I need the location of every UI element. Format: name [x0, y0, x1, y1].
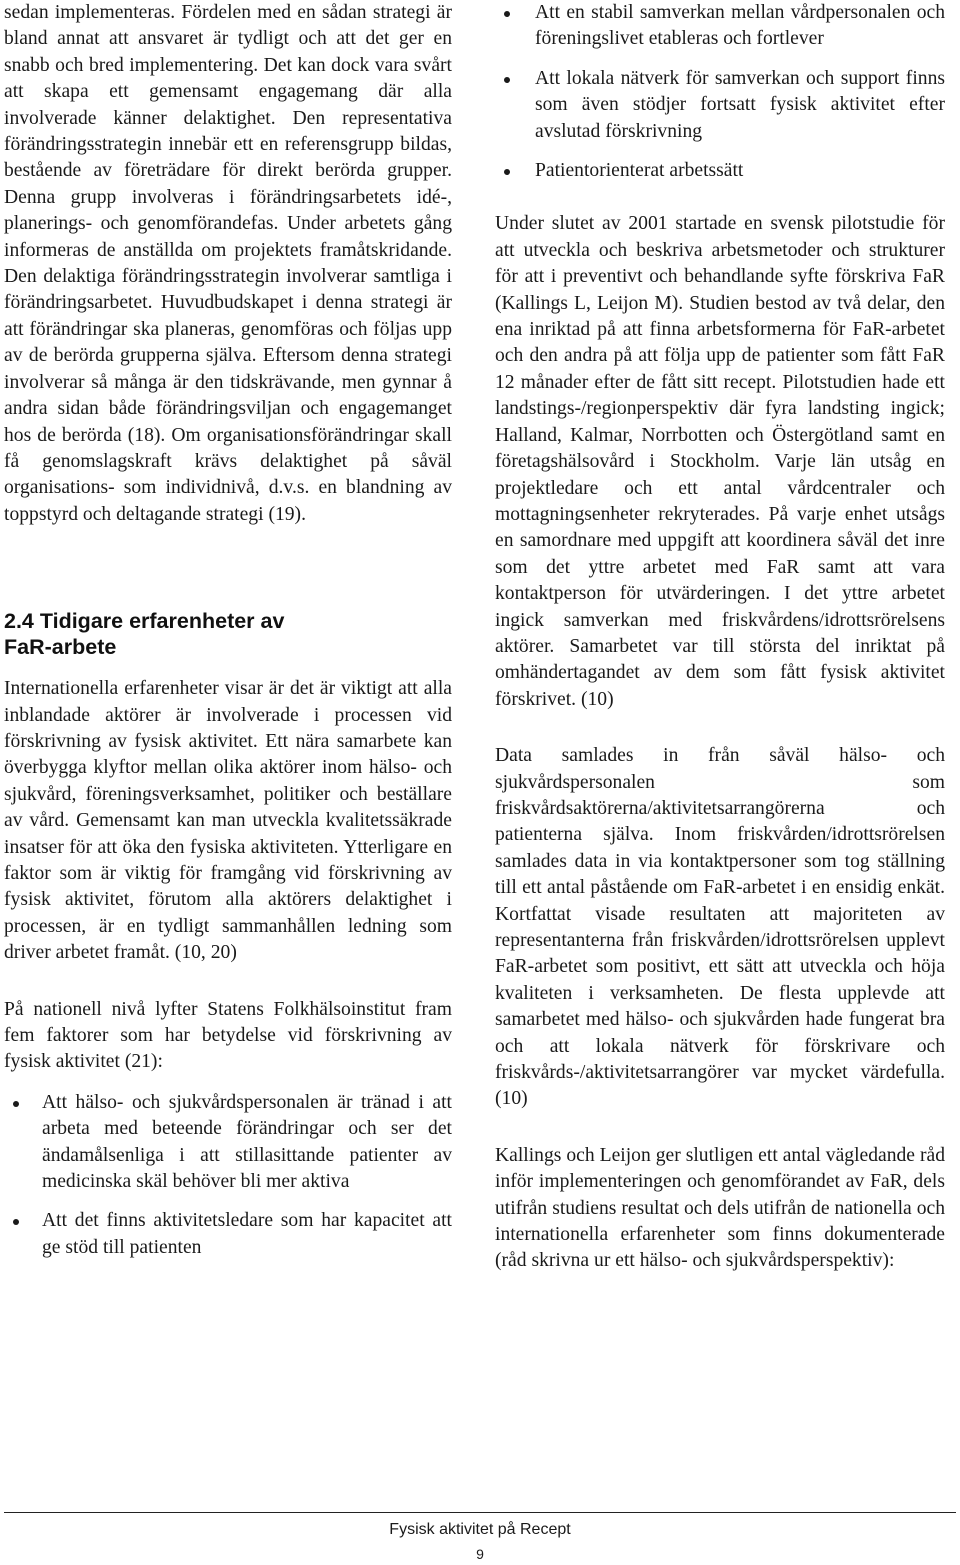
footer-title: Fysisk aktivitet på Recept [389, 1521, 571, 1538]
left-paragraph-strategies: sedan implementeras. Fördelen med en sådan strategi är bland annat att ansvaret är tydligt och att det ger en snabb och bred implementering. Det kan dock vara svårt att skapa ett gemensamt engagemang där alla involverade känner delaktighet. Den representativa förändringsstrategin innebär ett en referensgrupp bildas, bestående av företrädare för direkt berörda grupper. Denna grupp involveras i förändringsarbetets idé-, planerings- och genomförandefas. Under arbetets gång informeras de anställda om projektets framåtskridande. Den delaktiga förändringsstrategin involverar samtliga i förändringsarbetet. Huvudbudskapet i denna strategi är att förändringar ska planeras, genomföras och följas upp av de berörda grupperna själva. Eftersom denna strategi involverar så många är den tidskrävande, men gynnar å andra sidan både förändringsviljan och engagemanget hos de berörda (18). Om organisationsförändringar skall få genomslagskraft krävs delaktighet på såväl organisations- som individnivå, d.v.s. en blandning av toppstyrd och deltagande strategi (19). [4, 2, 452, 525]
right-column [495, 0, 945, 1275]
right-bullet-list [495, 0, 945, 184]
section-heading-line-2: FaR-arbete [4, 635, 117, 660]
list-item: Patientorienterat arbetssätt [495, 158, 945, 184]
left-column [4, 0, 452, 1274]
left-bullet-list [4, 1090, 452, 1261]
list-item: Att en stabil samverkan mellan vårdpersonalen och föreningslivet etableras och fortlever [495, 0, 945, 53]
list-item: Att lokala nätverk för samverkan och support finns som även stödjer fortsatt fysisk aktivitet efter avslutad förskrivning [495, 66, 945, 145]
footer-divider [4, 1512, 956, 1513]
left-paragraph-international: Internationella erfarenheter visar är det är viktigt att alla inblandade aktörer är involverade i processen vid förskrivning av fysisk aktivitet. Ett nära samarbete kan överbygga klyftor mellan olika aktörer inom hälso- och sjukvård, föreningsverksamhet, politiker och beställare av vård. Gemensamt kan man utveckla kvalitetssäkrade insatser för att öka den fysiska aktiviteten. Ytterligare en faktor som är viktig för framgång vid förskrivning av fysisk aktivitet, förutom alla aktörers delaktighet i processen, är en tydligt sammanhållen ledning som driver arbetet framåt. (10, 20) [4, 678, 452, 964]
left-paragraph-national: På nationell nivå lyfter Statens Folkhälsoinstitut fram fem faktorer som har betydelse vid förskrivning av fysisk aktivitet (21): [4, 998, 452, 1073]
list-item: Att det finns aktivitetsledare som har kapacitet att ge stöd till patienten [4, 1208, 452, 1261]
page-number: 9 [476, 1546, 484, 1562]
section-heading [4, 608, 452, 660]
list-item: Att hälso- och sjukvårdspersonalen är tränad i att arbeta med beteende förändringar och ser det ändamålsenliga i att stillasittande patienter av medicinska skäl behöver bli mer aktiva [4, 1090, 452, 1196]
right-paragraph-advice: Kallings och Leijon ger slutligen ett antal vägledande råd inför implementeringen och genomförandet av FaR, dels utifrån studiens resultat och dels utifrån de nationella och internationella erfarenheter som finns dokumenterade (råd skrivna ur ett hälso- och sjukvårdsperspektiv): [495, 1144, 945, 1272]
section-heading-line-1: 2.4 Tidigare erfarenheter av [4, 609, 285, 634]
right-paragraph-pilot-study: Under slutet av 2001 startade en svensk pilotstudie för att utveckla och beskriva arbetsmetoder och strukturer för att i preventivt och behandlande syfte förskriva FaR (Kallings L, Leijon M). Studien bestod av två delar, den ena inriktad på att finna arbetsformerna för FaR-arbetet och den andra på att följa upp de patienter som fått FaR 12 månader efter de fått sitt recept. Pilotstudien hade ett landstings-/regionperspektiv där fyra landsting ingick; Halland, Kalmar, Norrbotten och Östergötland samt en företagshälsovård i Stockholm. Varje län utsåg en projektledare och ett antal vårdcentraler och mottagningsenheter rekryterades. På varje enhet utsågs en samordnare med uppgift att koordinera såväl det inre som det yttre arbetet med FaR samt att vara kontaktperson för utvärderingen. I det yttre arbetet ingick samverkan med friskvårdens/idrottsrörelsens aktörer. Samarbetet var till största del inriktat på omhändertagandet av dem som fått fysisk aktivitet förskrivet. (10) [495, 213, 945, 710]
right-paragraph-data-collection: Data samlades in från såväl hälso- och sjukvårdspersonalen som friskvårdsaktörerna/aktivitetsarrangörerna och patienterna själva. Inom friskvården/idrottsrörelsen samlades data in via kontaktpersoner som tog ställning till ett antal påstående om FaR-arbetet i en ensidig enkät. Kortfattat visade resultaten att majoriteten av representanterna från friskvården/idrottsrörelsen upplevt FaR-arbetet som positivt, ett sätt att utveckla och höja kvaliteten i verksamheten. De flesta upplevde att samarbetet med hälso- och sjukvården hade fungerat bra och att lokala nätverk för förskrivare och friskvårds-/aktivitetsarrangörer var mycket värdefulla. (10) [495, 745, 945, 1110]
